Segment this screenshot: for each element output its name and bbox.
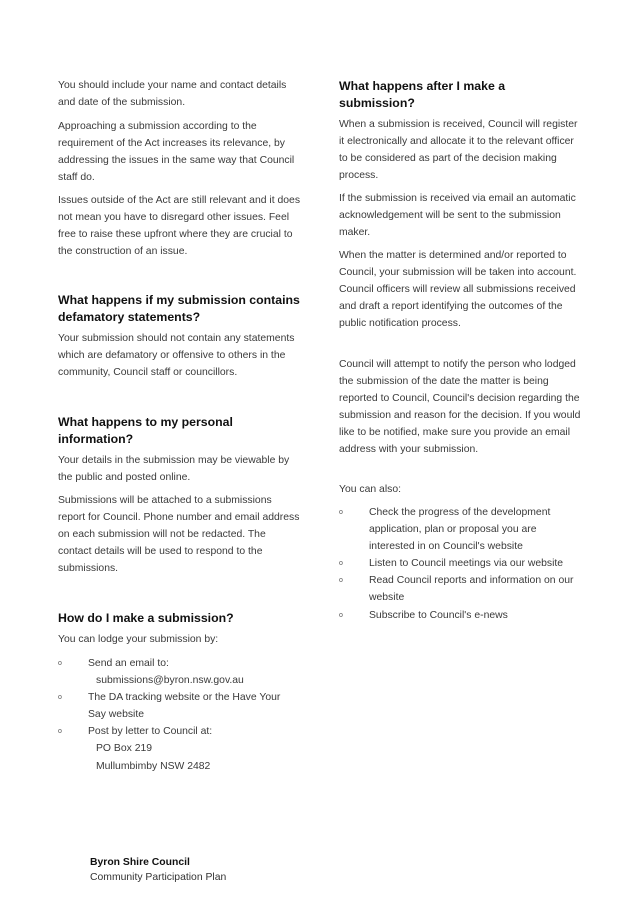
- lodge-methods-list: [58, 655, 300, 775]
- intro-paragraph-1: You should include your name and contact details and date of the submission.: [58, 80, 287, 109]
- intro-paragraph-3: Issues outside of the Act are still relevant and it does not mean you have to disregard other issues. Feel free to raise these upfront where they are crucial to the construction of an issue.: [58, 195, 301, 258]
- list-item: [339, 555, 584, 572]
- also-options-list: [339, 504, 584, 624]
- list-item: [339, 572, 584, 606]
- list-item: [58, 723, 300, 774]
- list-item: [339, 607, 584, 624]
- bullet-icon: o: [339, 611, 343, 619]
- defamatory-heading: What happens if my submission contains defamatory statements?: [58, 293, 300, 324]
- list-item: [339, 504, 584, 555]
- post-town: Mullumbimby NSW 2482: [96, 760, 211, 772]
- intro-paragraph-2: Approaching a submission according to the requirement of the Act increases its relevance, by addressing the issues in the same way that Council staff do.: [58, 121, 295, 184]
- after-body-3: When the matter is determined and/or reported to Council, your submission will be taken into account. Council officers will review all submissions received and draft a report identifying the outcomes of the public notification process.: [339, 250, 577, 330]
- post-box: PO Box 219: [96, 743, 153, 755]
- you-can-also: You can also:: [339, 484, 402, 495]
- option-read-reports: Read Council reports and information on our website: [369, 575, 574, 604]
- website-option: The DA tracking website or the Have Your Say website: [88, 692, 281, 721]
- after-body-2: If the submission is received via email an automatic acknowledgement will be sent to the submission maker.: [339, 193, 576, 239]
- after-body-1: When a submission is received, Council will register it electronically and allocate it to the relevant officer to be considered as part of the decision making process.: [339, 119, 578, 182]
- option-listen-meetings: Listen to Council meetings via our website: [369, 558, 564, 570]
- bullet-icon: o: [58, 660, 62, 667]
- bullet-icon: o: [339, 577, 343, 585]
- page-footer: [90, 856, 226, 885]
- email-label: Send an email to:: [88, 658, 169, 669]
- after-submission-heading: What happens after I make a submission?: [339, 79, 506, 110]
- bullet-icon: o: [58, 728, 62, 736]
- personal-info-body-1: Your details in the submission may be viewable by the public and posted online.: [58, 455, 290, 484]
- footer-organisation: Byron Shire Council: [90, 857, 190, 868]
- footer-document-title: Community Participation Plan: [90, 871, 227, 883]
- personal-info-heading: What happens to my personal information?: [58, 415, 233, 446]
- bullet-icon: o: [339, 560, 343, 568]
- list-item: [58, 655, 300, 689]
- after-body-4: Council will attempt to notify the person who lodged the submission of the date the matter is being reported to Council, Council's decision regarding the submission and reason for the decision. If you would like to be notified, make sure you provide an email address with your submission.: [339, 359, 581, 456]
- how-heading: How do I make a submission?: [58, 611, 234, 625]
- list-item: [58, 689, 300, 723]
- post-label: Post by letter to Council at:: [88, 726, 213, 738]
- bullet-icon: o: [58, 694, 62, 702]
- personal-info-body-2: Submissions will be attached to a submissions report for Council. Phone number and email address on each submission will not be redacted. The contact details will be used to respond to the submissions.: [58, 495, 300, 575]
- bullet-icon: o: [339, 509, 343, 516]
- defamatory-body: Your submission should not contain any statements which are defamatory or offensive to others in the community, Council staff or councillors.: [58, 333, 295, 379]
- option-subscribe-enews: Subscribe to Council's e-news: [369, 609, 508, 621]
- email-address-link[interactable]: submissions@byron.nsw.gov.au: [96, 675, 244, 687]
- how-intro: You can lodge your submission by:: [58, 634, 219, 645]
- option-check-progress: Check the progress of the development application, plan or proposal you are interested in on Council's website: [369, 507, 551, 553]
